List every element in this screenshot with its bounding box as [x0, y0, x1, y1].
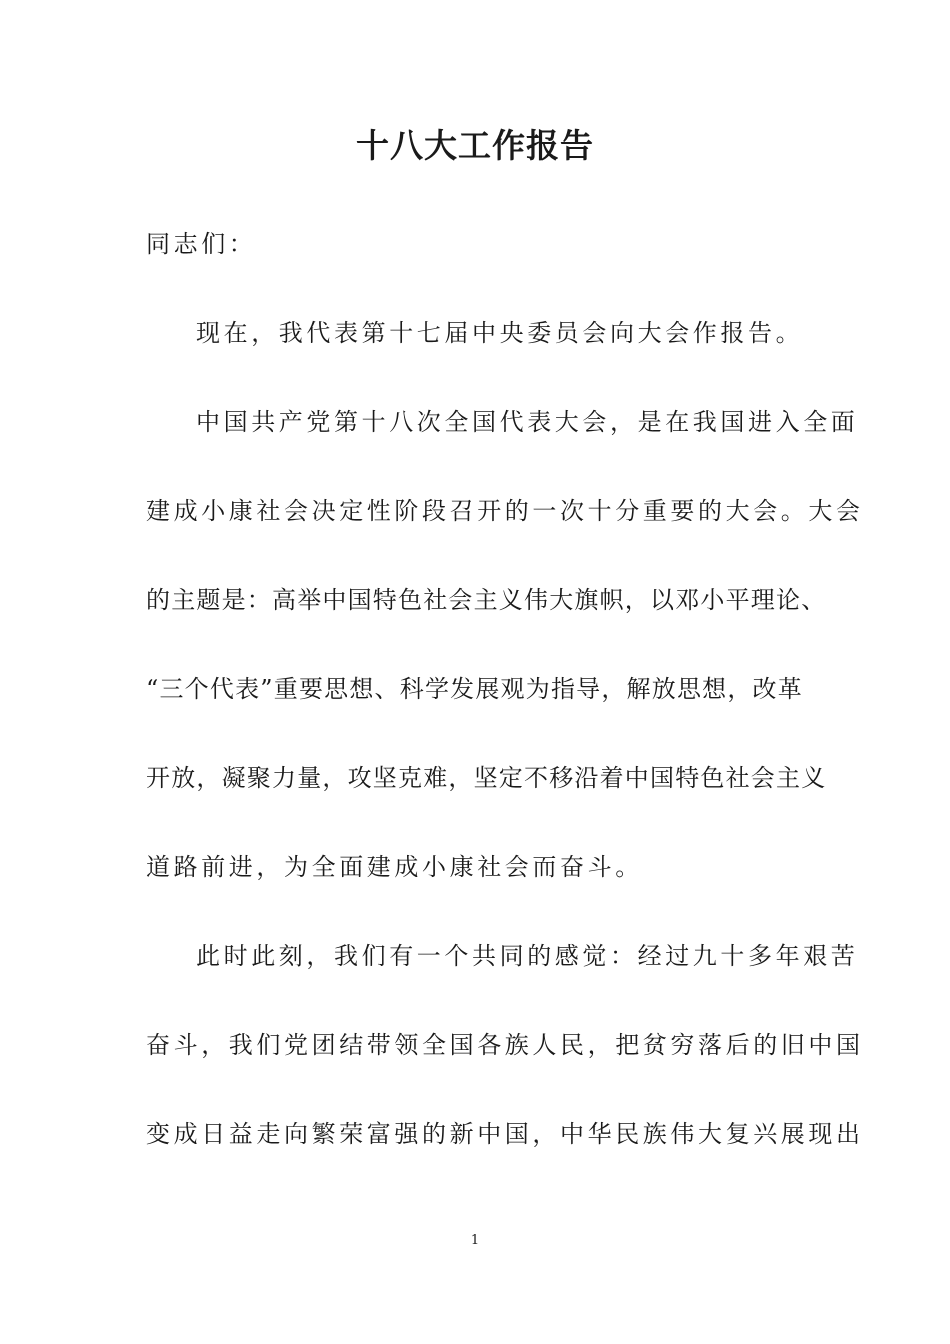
document-body — [146, 226, 864, 1205]
page-number: 1 — [470, 1233, 480, 1248]
paragraph-3-line-2: 奋斗，我们党团结带领全国各族人民，把贫穷落后的旧中国 — [146, 1031, 864, 1059]
paragraph-2-line-1: 中国共产党第十八次全国代表大会，是在我国进入全面 — [196, 408, 859, 436]
paragraph-2-line-3: 的主题是：高举中国特色社会主义伟大旗帜，以邓小平理论、 — [146, 586, 827, 614]
paragraph-1-line-1: 现在，我代表第十七届中央委员会向大会作报告。 — [196, 319, 804, 347]
paragraph-3-line-1: 此时此刻，我们有一个共同的感觉：经过九十多年艰苦 — [196, 942, 859, 970]
paragraph-2-line-4: “三个代表”重要思想、科学发展观为指导，解放思想，改革 — [146, 675, 803, 703]
paragraph-2-line-6: 道路前进，为全面建成小康社会而奋斗。 — [146, 853, 643, 881]
salutation-line: 同志们： — [146, 230, 257, 258]
paragraph-3-line-3: 变成日益走向繁荣富强的新中国，中华民族伟大复兴展现出 — [146, 1120, 864, 1148]
paragraph-2-line-2: 建成小康社会决定性阶段召开的一次十分重要的大会。大会 — [146, 497, 864, 525]
document-title: 十八大工作报告 — [356, 126, 594, 165]
paragraph-2-line-5: 开放，凝聚力量，攻坚克难，坚定不移沿着中国特色社会主义 — [146, 764, 827, 792]
